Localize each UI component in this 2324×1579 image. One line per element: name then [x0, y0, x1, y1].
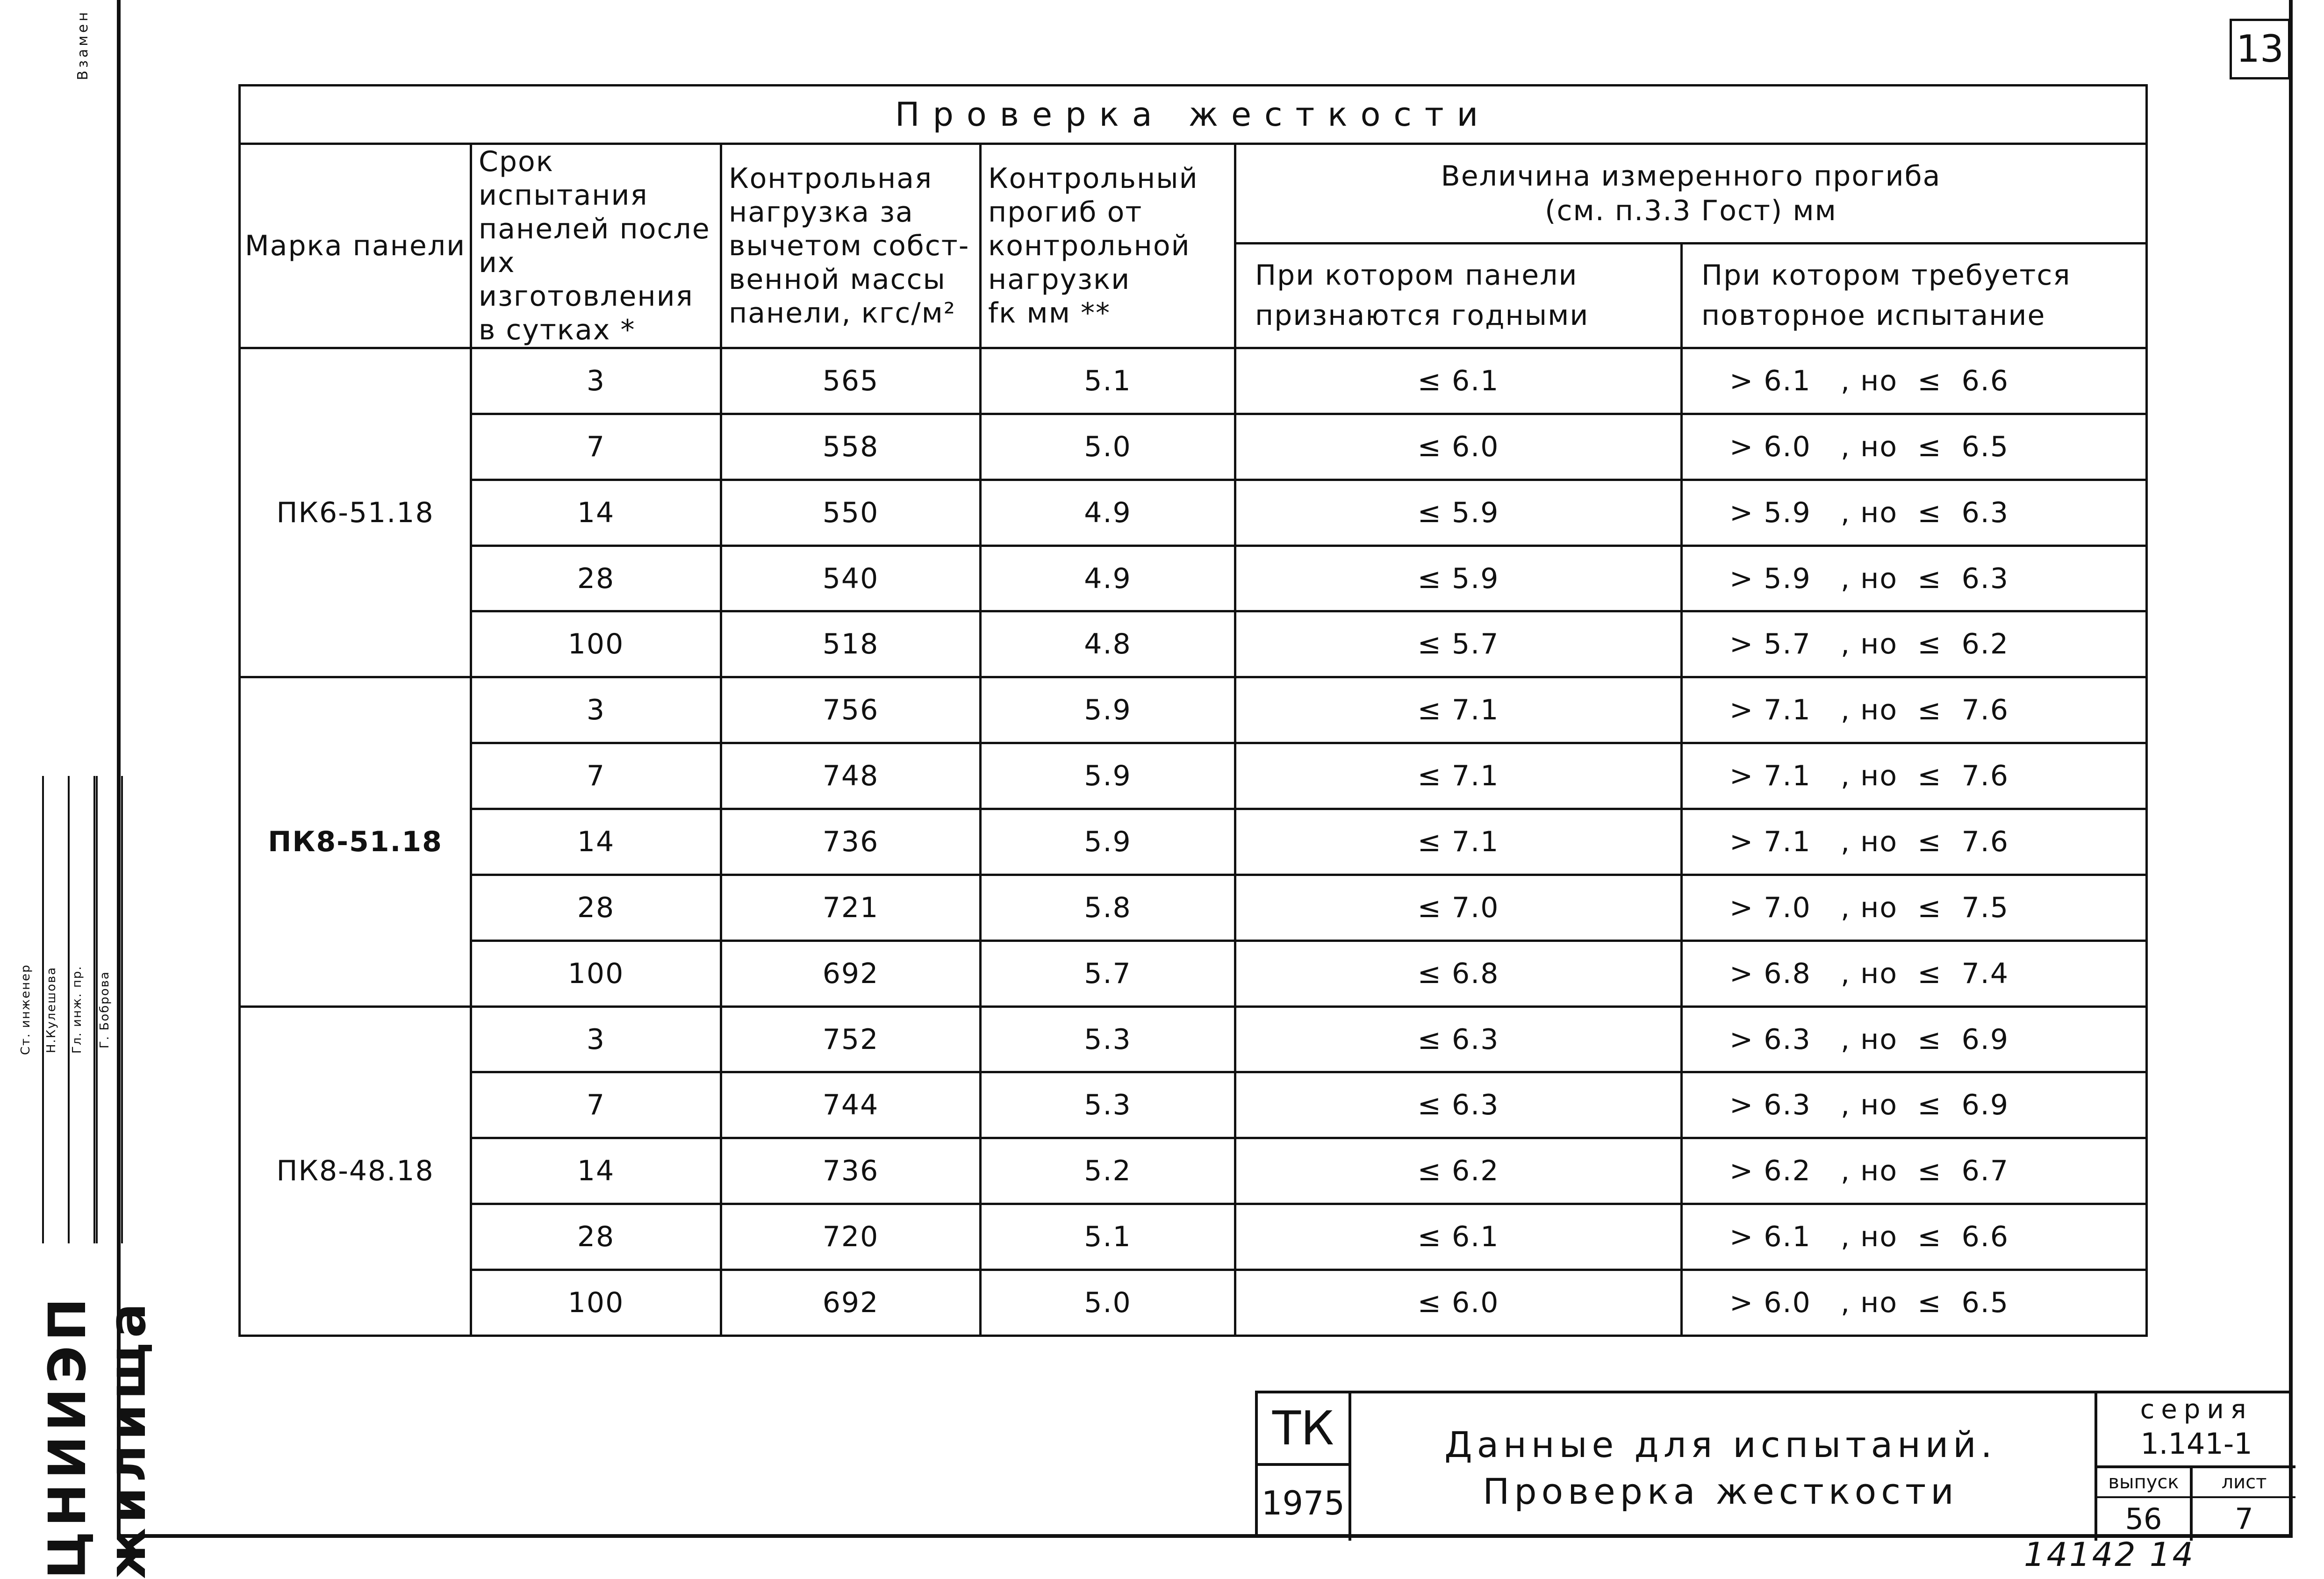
- cell-load: 744: [721, 1072, 981, 1138]
- sheet-value: 7: [2235, 1502, 2253, 1536]
- series-label: серия: [2140, 1394, 2253, 1425]
- header-mark: Марка панели: [240, 144, 471, 348]
- cell-deflection: 4.8: [981, 611, 1235, 677]
- cell-accepted: ≤ 6.0: [1235, 414, 1682, 480]
- cell-retest: > 6.8 , но ≤ 7.4: [1682, 940, 2147, 1006]
- cell-load: 692: [721, 940, 981, 1006]
- cell-accepted: ≤ 7.0: [1235, 875, 1682, 940]
- cell-load: 756: [721, 677, 981, 743]
- cell-deflection: 5.9: [981, 809, 1235, 875]
- doc-year: 1975: [1258, 1466, 1351, 1541]
- cell-retest: > 7.0 , но ≤ 7.5: [1682, 875, 2147, 940]
- cell-accepted: ≤ 6.3: [1235, 1006, 1682, 1072]
- organization-name: ЦНИИЭП жилища: [37, 1293, 157, 1579]
- table-row: [240, 1006, 2147, 1072]
- cell-retest: > 7.1 , но ≤ 7.6: [1682, 677, 2147, 743]
- cell-retest: > 6.3 , но ≤ 6.9: [1682, 1072, 2147, 1138]
- issue-value: 56: [2125, 1502, 2162, 1536]
- cell-load: 752: [721, 1006, 981, 1072]
- sheet-box: [2193, 1468, 2295, 1541]
- cell-deflection: 5.9: [981, 743, 1235, 809]
- cell-accepted: ≤ 6.2: [1235, 1138, 1682, 1204]
- sheet-title: [1361, 1421, 2080, 1515]
- cell-days: 3: [471, 1006, 721, 1072]
- issue-label: выпуск: [2097, 1468, 2190, 1498]
- cell-accepted: ≤ 7.1: [1235, 677, 1682, 743]
- cell-deflection: 5.9: [981, 677, 1235, 743]
- header-age: Срок испытания панелей после их изготовления в сутках *: [471, 144, 721, 348]
- cell-deflection: 5.3: [981, 1006, 1235, 1072]
- header-retest: При котором требуется повторное испытание: [1682, 243, 2147, 348]
- cell-load: 736: [721, 809, 981, 875]
- cell-accepted: ≤ 6.0: [1235, 1270, 1682, 1336]
- cell-accepted: ≤ 7.1: [1235, 809, 1682, 875]
- cell-deflection: 5.0: [981, 414, 1235, 480]
- cell-retest: > 7.1 , но ≤ 7.6: [1682, 809, 2147, 875]
- cell-retest: > 6.3 , но ≤ 6.9: [1682, 1006, 2147, 1072]
- cell-deflection: 5.1: [981, 1204, 1235, 1270]
- page-number: 13: [2230, 19, 2290, 79]
- cell-load: 550: [721, 480, 981, 545]
- series-box: [2094, 1393, 2295, 1468]
- cell-retest: > 5.7 , но ≤ 6.2: [1682, 611, 2147, 677]
- cell-days: 14: [471, 1138, 721, 1204]
- signer-role-2: Гл. инж. пр.: [70, 776, 95, 1243]
- cell-deflection: 5.2: [981, 1138, 1235, 1204]
- cell-deflection: 5.0: [981, 1270, 1235, 1336]
- cell-retest: > 5.9 , но ≤ 6.3: [1682, 480, 2147, 545]
- stiffness-table: [238, 84, 2148, 1337]
- cell-days: 28: [471, 875, 721, 940]
- table-row: [240, 875, 2147, 940]
- cell-days: 3: [471, 677, 721, 743]
- cell-deflection: 4.9: [981, 480, 1235, 545]
- sheet-title-line-1: Данные для испытаний.: [1444, 1424, 1997, 1465]
- archive-code: 14142 14: [2024, 1536, 2195, 1574]
- table-row: [240, 940, 2147, 1006]
- cell-load: 748: [721, 743, 981, 809]
- cell-accepted: ≤ 6.8: [1235, 940, 1682, 1006]
- cell-retest: > 6.0 , но ≤ 6.5: [1682, 414, 2147, 480]
- cell-days: 100: [471, 940, 721, 1006]
- cell-deflection: 5.1: [981, 348, 1235, 414]
- series-value: 1.141-1: [2140, 1427, 2252, 1461]
- cell-deflection: 4.9: [981, 545, 1235, 611]
- cell-retest: > 5.9 , но ≤ 6.3: [1682, 545, 2147, 611]
- cell-days: 100: [471, 1270, 721, 1336]
- replaces-label: Взамен: [75, 9, 91, 80]
- cell-load: 565: [721, 348, 981, 414]
- table-row: [240, 1138, 2147, 1204]
- cell-load: 558: [721, 414, 981, 480]
- header-deflection: Контрольный прогиб от контрольной нагрузки fк мм **: [981, 144, 1235, 348]
- cell-days: 3: [471, 348, 721, 414]
- header-load: Контрольная нагрузка за вычетом собст- венной массы панели, кгс/м²: [721, 144, 981, 348]
- cell-days: 28: [471, 1204, 721, 1270]
- cell-accepted: ≤ 6.3: [1235, 1072, 1682, 1138]
- cell-retest: > 6.1 , но ≤ 6.6: [1682, 1204, 2147, 1270]
- cell-load: 692: [721, 1270, 981, 1336]
- cell-retest: > 6.1 , но ≤ 6.6: [1682, 348, 2147, 414]
- cell-retest: > 7.1 , но ≤ 7.6: [1682, 743, 2147, 809]
- cell-retest: > 6.2 , но ≤ 6.7: [1682, 1138, 2147, 1204]
- panel-mark: ПК6-51.18: [240, 348, 471, 677]
- cell-accepted: ≤ 5.7: [1235, 611, 1682, 677]
- table-row: [240, 1204, 2147, 1270]
- header-measured: Величина измеренного прогиба (см. п.3.3 Гост) мм: [1235, 144, 2147, 244]
- signer-role-1: Ст. инженер: [19, 776, 44, 1243]
- sheet-label: лист: [2193, 1468, 2295, 1498]
- table-title: Проверка жесткости: [240, 86, 2147, 144]
- cell-days: 7: [471, 743, 721, 809]
- cell-days: 14: [471, 480, 721, 545]
- title-block: [1255, 1391, 2293, 1538]
- cell-deflection: 5.3: [981, 1072, 1235, 1138]
- cell-days: 7: [471, 414, 721, 480]
- cell-deflection: 5.8: [981, 875, 1235, 940]
- table-row: [240, 743, 2147, 809]
- cell-accepted: ≤ 5.9: [1235, 545, 1682, 611]
- doc-code: ТК: [1258, 1393, 1351, 1466]
- header-accepted: При котором панели признаются годными: [1235, 243, 1682, 348]
- cell-days: 14: [471, 809, 721, 875]
- table-row: [240, 414, 2147, 480]
- cell-load: 736: [721, 1138, 981, 1204]
- cell-days: 28: [471, 545, 721, 611]
- table-row: [240, 348, 2147, 414]
- signer-name-2: Г. Боброва: [96, 776, 123, 1243]
- table-row: [240, 1270, 2147, 1336]
- cell-deflection: 5.7: [981, 940, 1235, 1006]
- cell-retest: > 6.0 , но ≤ 6.5: [1682, 1270, 2147, 1336]
- table-row: [240, 1072, 2147, 1138]
- table-row: [240, 611, 2147, 677]
- sheet-title-line-2: Проверка жесткости: [1483, 1471, 1958, 1512]
- cell-days: 7: [471, 1072, 721, 1138]
- cell-days: 100: [471, 611, 721, 677]
- table-row: [240, 677, 2147, 743]
- cell-accepted: ≤ 6.1: [1235, 348, 1682, 414]
- cell-load: 721: [721, 875, 981, 940]
- cell-accepted: ≤ 7.1: [1235, 743, 1682, 809]
- cell-accepted: ≤ 5.9: [1235, 480, 1682, 545]
- table-row: [240, 480, 2147, 545]
- table-row: [240, 809, 2147, 875]
- issue-box: [2094, 1468, 2193, 1541]
- cell-load: 720: [721, 1204, 981, 1270]
- cell-load: 540: [721, 545, 981, 611]
- cell-load: 518: [721, 611, 981, 677]
- panel-mark: ПК8-48.18: [240, 1006, 471, 1335]
- signature-strip: [19, 776, 119, 1243]
- panel-mark: ПК8-51.18: [240, 677, 471, 1006]
- cell-accepted: ≤ 6.1: [1235, 1204, 1682, 1270]
- table-row: [240, 545, 2147, 611]
- signer-name-1: Н.Кулешова: [44, 776, 70, 1243]
